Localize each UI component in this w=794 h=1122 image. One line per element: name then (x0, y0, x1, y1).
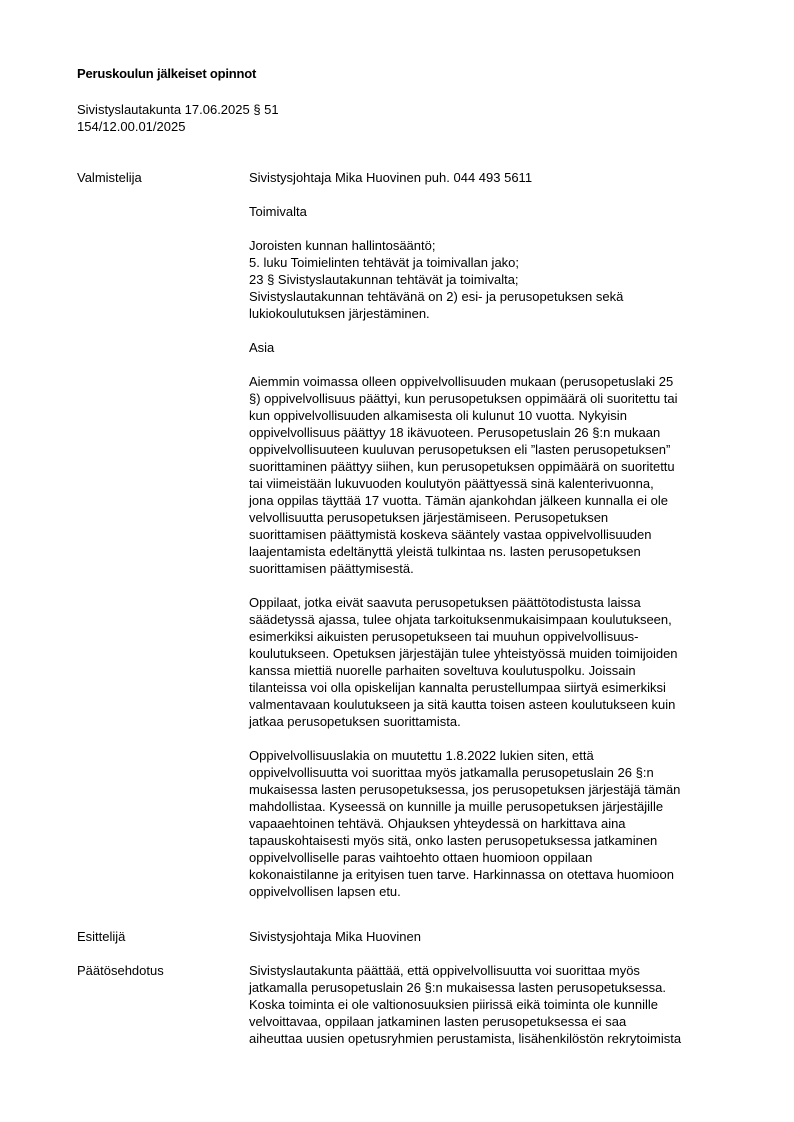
text-line: kokonaistilanne ja erityisen tuen tarve. Harkinnassa on otettava huomioon (249, 867, 674, 882)
text-line: suorittamisen päättymisestä. (249, 561, 414, 576)
valmistelija-label: Valmistelija (77, 170, 142, 185)
text-line: oppivelvollisuutta voi suorittaa myös jatkamalla perusopetuslain 26 §:n (249, 765, 654, 780)
case-number: 154/12.00.01/2025 (77, 119, 186, 134)
asia-heading: Asia (249, 340, 275, 355)
text-line: Joroisten kunnan hallintosääntö; (249, 238, 436, 253)
esittelija-value: Sivistysjohtaja Mika Huovinen (249, 929, 421, 944)
text-line: kun oppivelvollisuuden alkamisesta oli kulunut 10 vuotta. Nykyisin (249, 408, 627, 423)
text-line: 5. luku Toimielinten tehtävät ja toimivallan jako; (249, 255, 520, 270)
document-title: Peruskoulun jälkeiset opinnot (77, 66, 257, 81)
text-line: velvollisuutta perusopetuksen järjestämiseen. Perusopetuksen (249, 510, 609, 525)
text-line: Oppilaat, jotka eivät saavuta perusopetuksen päättötodistusta laissa (249, 595, 641, 610)
text-line: vapaaehtoinen tehtävä. Ohjauksen yhteydessä on harkittava aina (249, 816, 626, 831)
text-line: mukaisessa lasten perusopetuksessa, jos perusopetuksen järjestäjä tämän (249, 782, 681, 797)
paragraph-1 (249, 373, 741, 577)
text-line: Sivistyslautakunnan tehtävänä on 2) esi- ja perusopetuksen sekä (249, 289, 624, 304)
text-line: §) oppivelvollisuus päättyi, kun perusopetuksen oppimäärä oli suoritettu tai (249, 391, 678, 406)
text-line: lukiokoulutuksen järjestäminen. (249, 306, 430, 321)
text-line: velvoittavaa, oppilaan jatkaminen lasten perusopetuksessa ei saa (249, 1014, 627, 1029)
text-line: jatkamalla perusopetuslain 26 §:n mukaisessa lasten perusopetuksessa. (249, 980, 666, 995)
valmistelija-content (249, 169, 741, 900)
paatosehdotus-content (249, 962, 741, 1047)
esittelija-label: Esittelijä (77, 929, 126, 944)
text-line: mahdollistaa. Kyseessä on kunnille ja muille perusopetuksen järjestäjille (249, 799, 664, 814)
preparer-name: Sivistysjohtaja Mika Huovinen puh. 044 493 5611 (249, 170, 533, 185)
paragraph-3 (249, 747, 741, 900)
toimivalta-heading: Toimivalta (249, 204, 307, 219)
text-line: Oppivelvollisuuslakia on muutettu 1.8.2022 lukien siten, että (249, 748, 594, 763)
text-line: jatkaa perusopetuksen suorittamista. (249, 714, 461, 729)
text-line: tai viimeistään lukuvuoden koulutyön päättyessä sinä kalenterivuonna, (249, 476, 654, 491)
text-line: laajentamista edeltänyttä yleistä tulkintaa ns. lasten perusopetuksen (249, 544, 641, 559)
text-line: valmentavaan koulutukseen ja sitä kautta toisen asteen koulutukseen kuin (249, 697, 676, 712)
text-line: suorittaminen päättyy siihen, kun perusopetuksen oppimäärä on suoritettu (249, 459, 675, 474)
text-line: 23 § Sivistyslautakunnan tehtävät ja toimivalta; (249, 272, 519, 287)
text-line: oppivelvollisen lapsen etu. (249, 884, 401, 899)
text-line: Koska toiminta ei ole valtionosuuksien piirissä eikä toiminta ole kunnille (249, 997, 658, 1012)
text-line: tapauskohtaisesti myös sitä, onko lasten perusopetuksessa jatkaminen (249, 833, 658, 848)
text-line: oppivelvolliselle paras vaihtoehto ottaen huomioon oppilaan (249, 850, 593, 865)
meeting-reference: Sivistyslautakunta 17.06.2025 § 51 (77, 102, 279, 117)
text-line: suorittamisen päättymistä koskeva sääntely vastaa oppivelvollisuuden (249, 527, 652, 542)
text-line: koulutukseen. Opetuksen järjestäjän tulee yhteistyössä muiden toimijoiden (249, 646, 678, 661)
toimivalta-text (249, 237, 741, 322)
text-line: kanssa miettiä nuorelle parhaiten soveltuva koulutuspolku. Joissain (249, 663, 636, 678)
text-line: Aiemmin voimassa olleen oppivelvollisuuden mukaan (perusopetuslaki 25 (249, 374, 674, 389)
text-line: aiheuttaa uusien opetusryhmien perustamista, lisähenkilöstön rekrytoimista (249, 1031, 682, 1046)
text-line: oppivelvollisuuteen kuuluvan perusopetuksen eli ”lasten perusopetuksen” (249, 442, 671, 457)
text-line: esimerkiksi aikuisten perusopetukseen tai muuhun oppivelvollisuus- (249, 629, 639, 644)
text-line: oppivelvollisuus päättyy 18 ikävuoteen. Perusopetuslain 26 §:n mukaan (249, 425, 661, 440)
text-line: tilanteissa voi olla opiskelijan kannalta perustellumpaa siirtyä esimerkiksi (249, 680, 666, 695)
paragraph-2 (249, 594, 741, 730)
document-meta (77, 101, 279, 135)
text-line: säädetyssä ajassa, tulee ohjata tarkoituksenmukaisimpaan koulutukseen, (249, 612, 672, 627)
text-line: jona oppilas täyttää 17 vuotta. Tämän ajankohdan jälkeen kunnalla ei ole (249, 493, 668, 508)
paatosehdotus-label: Päätösehdotus (77, 963, 164, 978)
text-line: Sivistyslautakunta päättää, että oppivelvollisuutta voi suorittaa myös (249, 963, 640, 978)
